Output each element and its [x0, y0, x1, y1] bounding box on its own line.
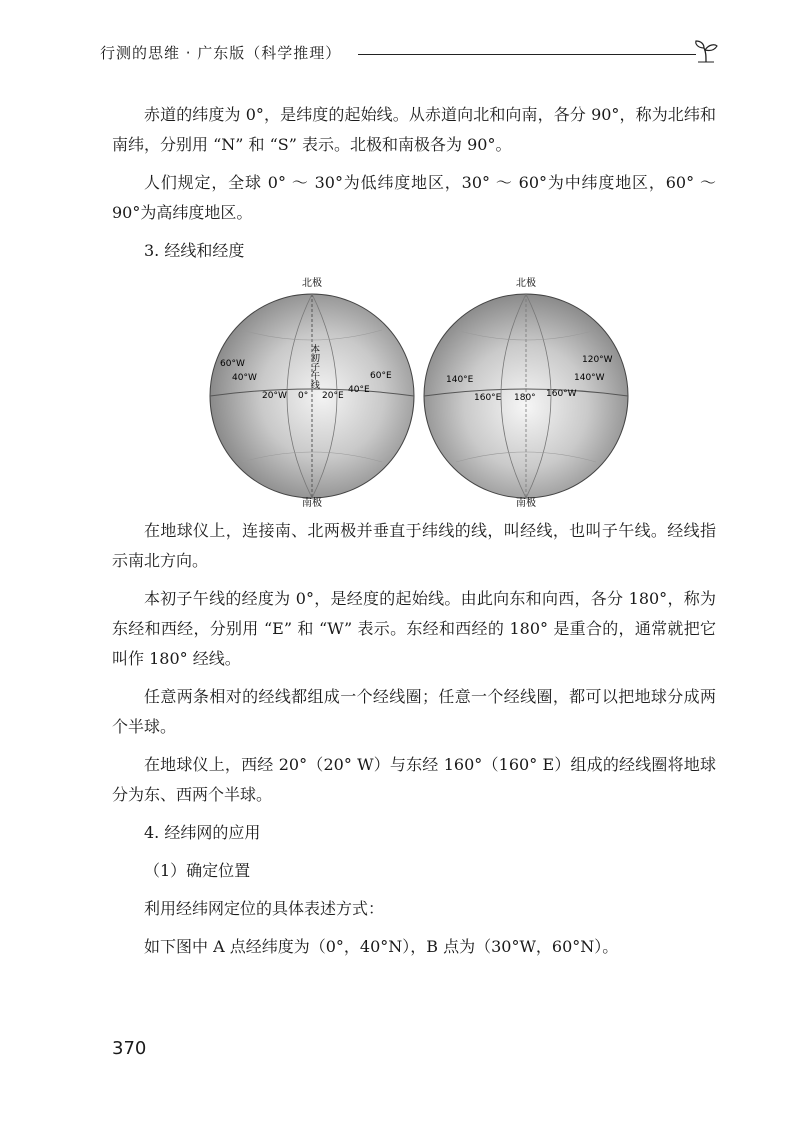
left-60w-label: 60°W — [220, 359, 245, 369]
right-140w-label: 140°W — [574, 373, 605, 383]
left-60e-label: 60°E — [370, 371, 392, 381]
prime-meridian-label: 本初子午线 — [309, 344, 319, 389]
left-40w-label: 40°W — [232, 373, 257, 383]
right-140e-label: 140°E — [446, 375, 474, 385]
right-160w-label: 160°W — [546, 389, 577, 399]
right-160e-label: 160°E — [474, 393, 502, 403]
sprout-icon — [692, 38, 720, 66]
left-0-label: 0° — [298, 391, 309, 401]
paragraph-hemispheres: 在地球仪上，西经 20°（20° W）与东经 160°（160° E）组成的经线圈将地球分为东、西两个半球。 — [112, 755, 716, 804]
page-content — [112, 100, 716, 962]
left-north-pole-label: 北极 — [302, 278, 322, 289]
globe-diagram — [112, 270, 716, 508]
globe-figure — [112, 270, 716, 508]
paragraph-locate-method: 利用经纬网定位的具体表述方式： — [144, 899, 385, 918]
left-20e-label: 20°E — [322, 391, 344, 401]
right-south-pole-label: 南极 — [516, 498, 536, 508]
paragraph-meridian-definition: 在地球仪上，连接南、北两极并垂直于纬线的线，叫经线，也叫子午线。经线指示南北方向。 — [112, 521, 716, 570]
section-heading-grid-application: 4. 经纬网的应用 — [144, 823, 261, 842]
page-header — [100, 38, 720, 68]
left-40e-label: 40°E — [348, 385, 370, 395]
left-20w-label: 20°W — [262, 391, 287, 401]
subsection-heading-locate: （1）确定位置 — [144, 861, 251, 880]
right-globe — [424, 276, 628, 508]
paragraph-latitude-zones: 人们规定，全球 0° ～ 30°为低纬度地区，30° ～ 60°为中纬度地区，60° ～ 90°为高纬度地区。 — [112, 173, 716, 222]
left-globe — [210, 276, 414, 508]
header-title: 行测的思维 · 广东版（科学推理） — [100, 44, 342, 62]
paragraph-example-points: 如下图中 A 点经纬度为（0°，40°N），B 点为（30°W，60°N）。 — [144, 937, 619, 956]
right-180-label: 180° — [514, 393, 536, 403]
paragraph-meridian-circle: 任意两条相对的经线都组成一个经线圈；任意一个经线圈，都可以把地球分成两个半球。 — [112, 687, 716, 736]
right-120w-label: 120°W — [582, 355, 613, 365]
left-south-pole-label: 南极 — [302, 498, 322, 508]
paragraph-equator: 赤道的纬度为 0°，是纬度的起始线。从赤道向北和向南，各分 90°，称为北纬和南纬，分别用 “N” 和 “S” 表示。北极和南极各为 90°。 — [112, 105, 716, 154]
right-north-pole-label: 北极 — [516, 278, 536, 289]
paragraph-prime-meridian: 本初子午线的经度为 0°，是经度的起始线。由此向东和向西，各分 180°，称为东经和西经，分别用 “E” 和 “W” 表示。东经和西经的 180° 是重合的，通常就把它叫作 180° 经线。 — [112, 589, 716, 668]
page-number: 370 — [112, 1038, 147, 1059]
section-heading-meridians: 3. 经线和经度 — [144, 241, 245, 260]
header-rule — [358, 54, 696, 55]
